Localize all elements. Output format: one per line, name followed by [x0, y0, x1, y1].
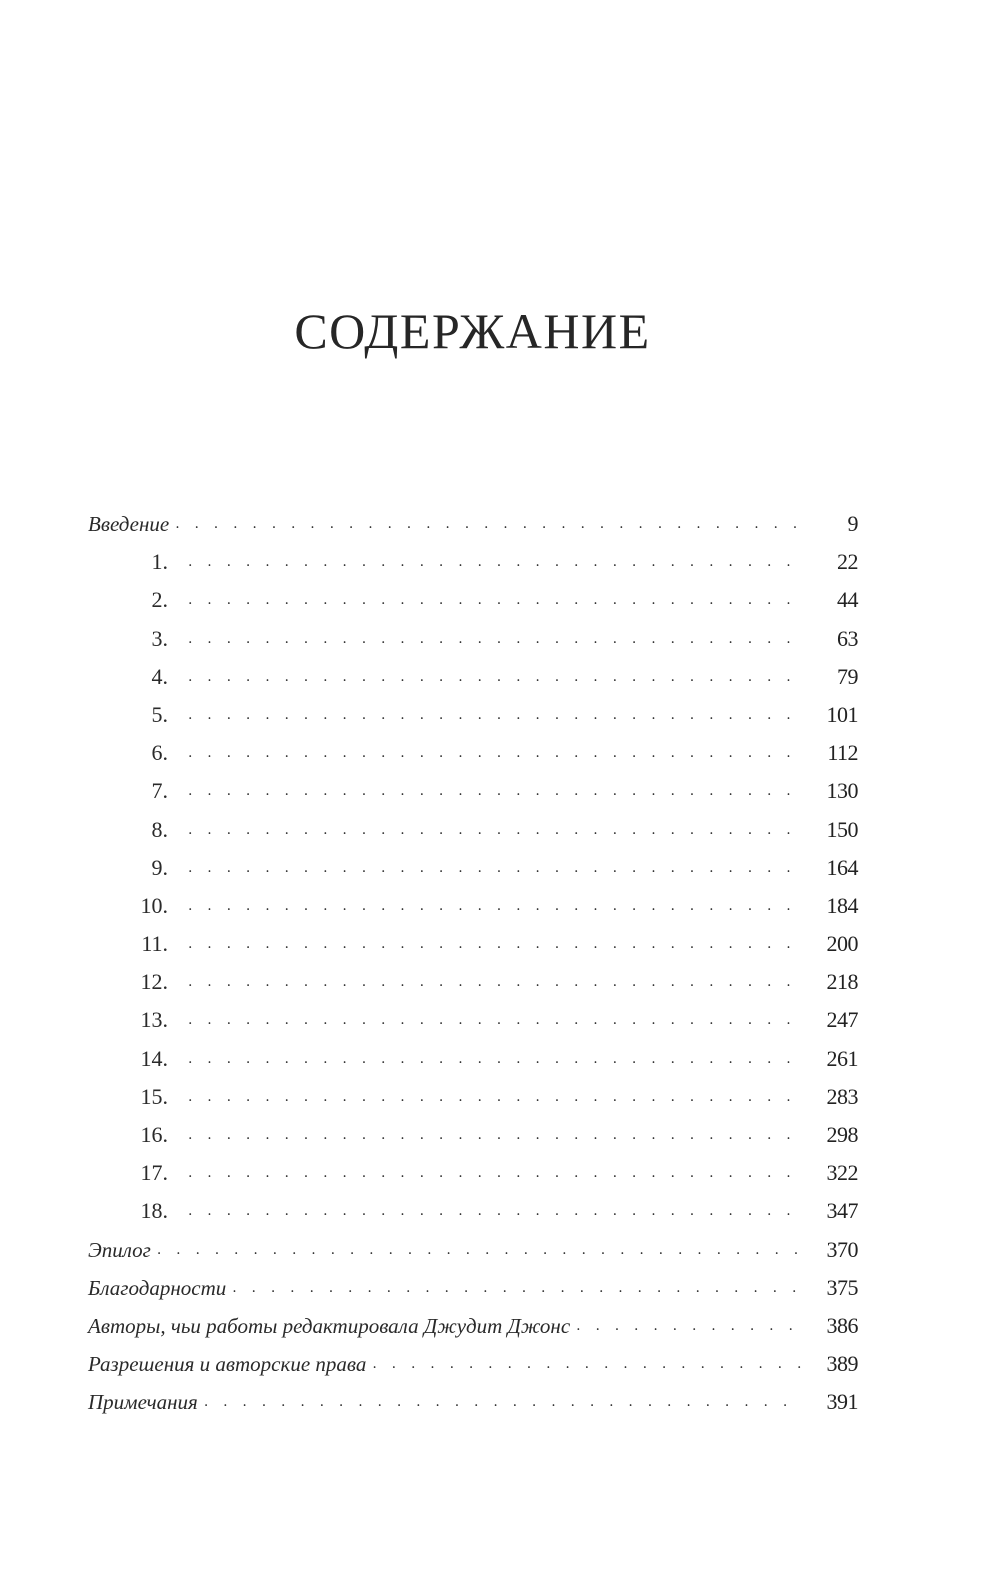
dot-leader [204, 1383, 802, 1421]
dot-leader [188, 1192, 802, 1230]
dot-leader [188, 696, 802, 734]
toc-entry-label: 16. [88, 1116, 188, 1154]
toc-entry-page-number: 9 [847, 511, 858, 536]
toc-entry[interactable] [88, 543, 858, 581]
toc-entry-label: 4. [88, 658, 188, 696]
toc-entry-page-number: 79 [837, 663, 858, 689]
toc-entry-label: 11. [88, 925, 188, 963]
toc-entry-label: Разрешения и авторские права [88, 1345, 372, 1383]
dot-leader [188, 1116, 802, 1154]
page-title: СОДЕРЖАНИЕ [294, 303, 651, 359]
toc-entry[interactable] [88, 581, 858, 619]
dot-leader [188, 581, 802, 619]
dot-leader [188, 925, 802, 963]
dot-leader [232, 1269, 802, 1307]
toc-entry-page-number: 101 [826, 701, 858, 727]
dot-leader [188, 1154, 802, 1192]
toc-entry-label: 7. [88, 772, 188, 810]
toc-entry-label: 18. [88, 1192, 188, 1230]
toc-entry-label: Введение [88, 505, 175, 543]
toc-entry[interactable] [88, 1383, 858, 1421]
toc-entry-page-number: 164 [826, 854, 858, 880]
toc-entry[interactable] [88, 658, 858, 696]
dot-leader [372, 1345, 802, 1383]
toc-entry[interactable] [88, 1269, 858, 1307]
toc-entry-label: 3. [88, 620, 188, 658]
toc-entry[interactable] [88, 734, 858, 772]
toc-entry-label: 15. [88, 1078, 188, 1116]
dot-leader [188, 772, 802, 810]
dot-leader [188, 1001, 802, 1039]
toc-entry-label: Примечания [88, 1383, 204, 1421]
toc-entry[interactable] [88, 1307, 858, 1345]
dot-leader [188, 811, 802, 849]
toc-entry-page-number: 298 [826, 1122, 858, 1147]
toc-entry-label: 13. [88, 1001, 188, 1039]
toc-entry[interactable] [88, 1192, 858, 1230]
toc-entry-page-number: 322 [826, 1160, 858, 1186]
toc-entry-page-number: 63 [837, 625, 858, 651]
toc-entry[interactable] [88, 1154, 858, 1192]
toc-entry[interactable] [88, 1116, 858, 1154]
dot-leader [175, 505, 802, 543]
toc-entry-label: 8. [88, 811, 188, 849]
toc-entry-page-number: 261 [826, 1045, 858, 1071]
toc-entry[interactable] [88, 620, 858, 658]
toc-entry[interactable] [88, 925, 858, 963]
toc-entry-label: Эпилог [88, 1231, 157, 1269]
toc-entry[interactable] [88, 1078, 858, 1116]
toc-entry-label: 17. [88, 1154, 188, 1192]
toc-entry[interactable] [88, 1040, 858, 1078]
toc-entry-page-number: 130 [826, 778, 858, 804]
dot-leader [157, 1231, 802, 1269]
dot-leader [188, 1040, 802, 1078]
toc-entry-label: 6. [88, 734, 188, 772]
toc-entry-page-number: 375 [826, 1274, 858, 1300]
toc-entry-page-number: 347 [826, 1198, 858, 1224]
toc-entry-page-number: 386 [826, 1312, 858, 1338]
toc-entry-label: 2. [88, 581, 188, 619]
toc-entry-page-number: 391 [826, 1389, 858, 1415]
dot-leader [188, 734, 802, 772]
toc-entry[interactable] [88, 849, 858, 887]
dot-leader [188, 849, 802, 887]
toc-entry[interactable] [88, 772, 858, 810]
toc-entry-label: 9. [88, 849, 188, 887]
toc-entry-label: 14. [88, 1040, 188, 1078]
toc-entry[interactable] [88, 887, 858, 925]
table-of-contents [88, 505, 858, 1422]
toc-entry[interactable] [88, 1231, 858, 1269]
toc-entry-page-number: 150 [826, 816, 858, 842]
toc-entry-label: Благодарности [88, 1269, 232, 1307]
toc-entry[interactable] [88, 1001, 858, 1039]
dot-leader [188, 1078, 802, 1116]
toc-entry[interactable] [88, 963, 858, 1001]
toc-entry[interactable] [88, 1345, 858, 1383]
toc-entry-label: Авторы, чьи работы редактировала Джудит Джонс [88, 1307, 576, 1345]
toc-entry-page-number: 389 [826, 1351, 858, 1377]
toc-entry[interactable] [88, 696, 858, 734]
toc-entry-page-number: 247 [826, 1007, 858, 1033]
toc-entry[interactable] [88, 811, 858, 849]
dot-leader [188, 658, 802, 696]
dot-leader [188, 887, 802, 925]
dot-leader [188, 543, 802, 581]
toc-entry[interactable] [88, 505, 858, 543]
toc-entry-page-number: 22 [837, 549, 858, 575]
toc-entry-label: 1. [88, 543, 188, 581]
dot-leader [188, 620, 802, 658]
toc-entry-page-number: 283 [826, 1083, 858, 1109]
toc-entry-page-number: 184 [826, 892, 858, 918]
toc-entry-page-number: 44 [837, 587, 858, 613]
toc-entry-page-number: 218 [826, 969, 858, 995]
toc-entry-label: 5. [88, 696, 188, 734]
toc-entry-page-number: 200 [826, 931, 858, 957]
toc-entry-label: 10. [88, 887, 188, 925]
dot-leader [188, 963, 802, 1001]
dot-leader [576, 1307, 802, 1345]
toc-entry-label: 12. [88, 963, 188, 1001]
toc-entry-page-number: 112 [827, 740, 858, 766]
toc-entry-page-number: 370 [826, 1236, 858, 1262]
